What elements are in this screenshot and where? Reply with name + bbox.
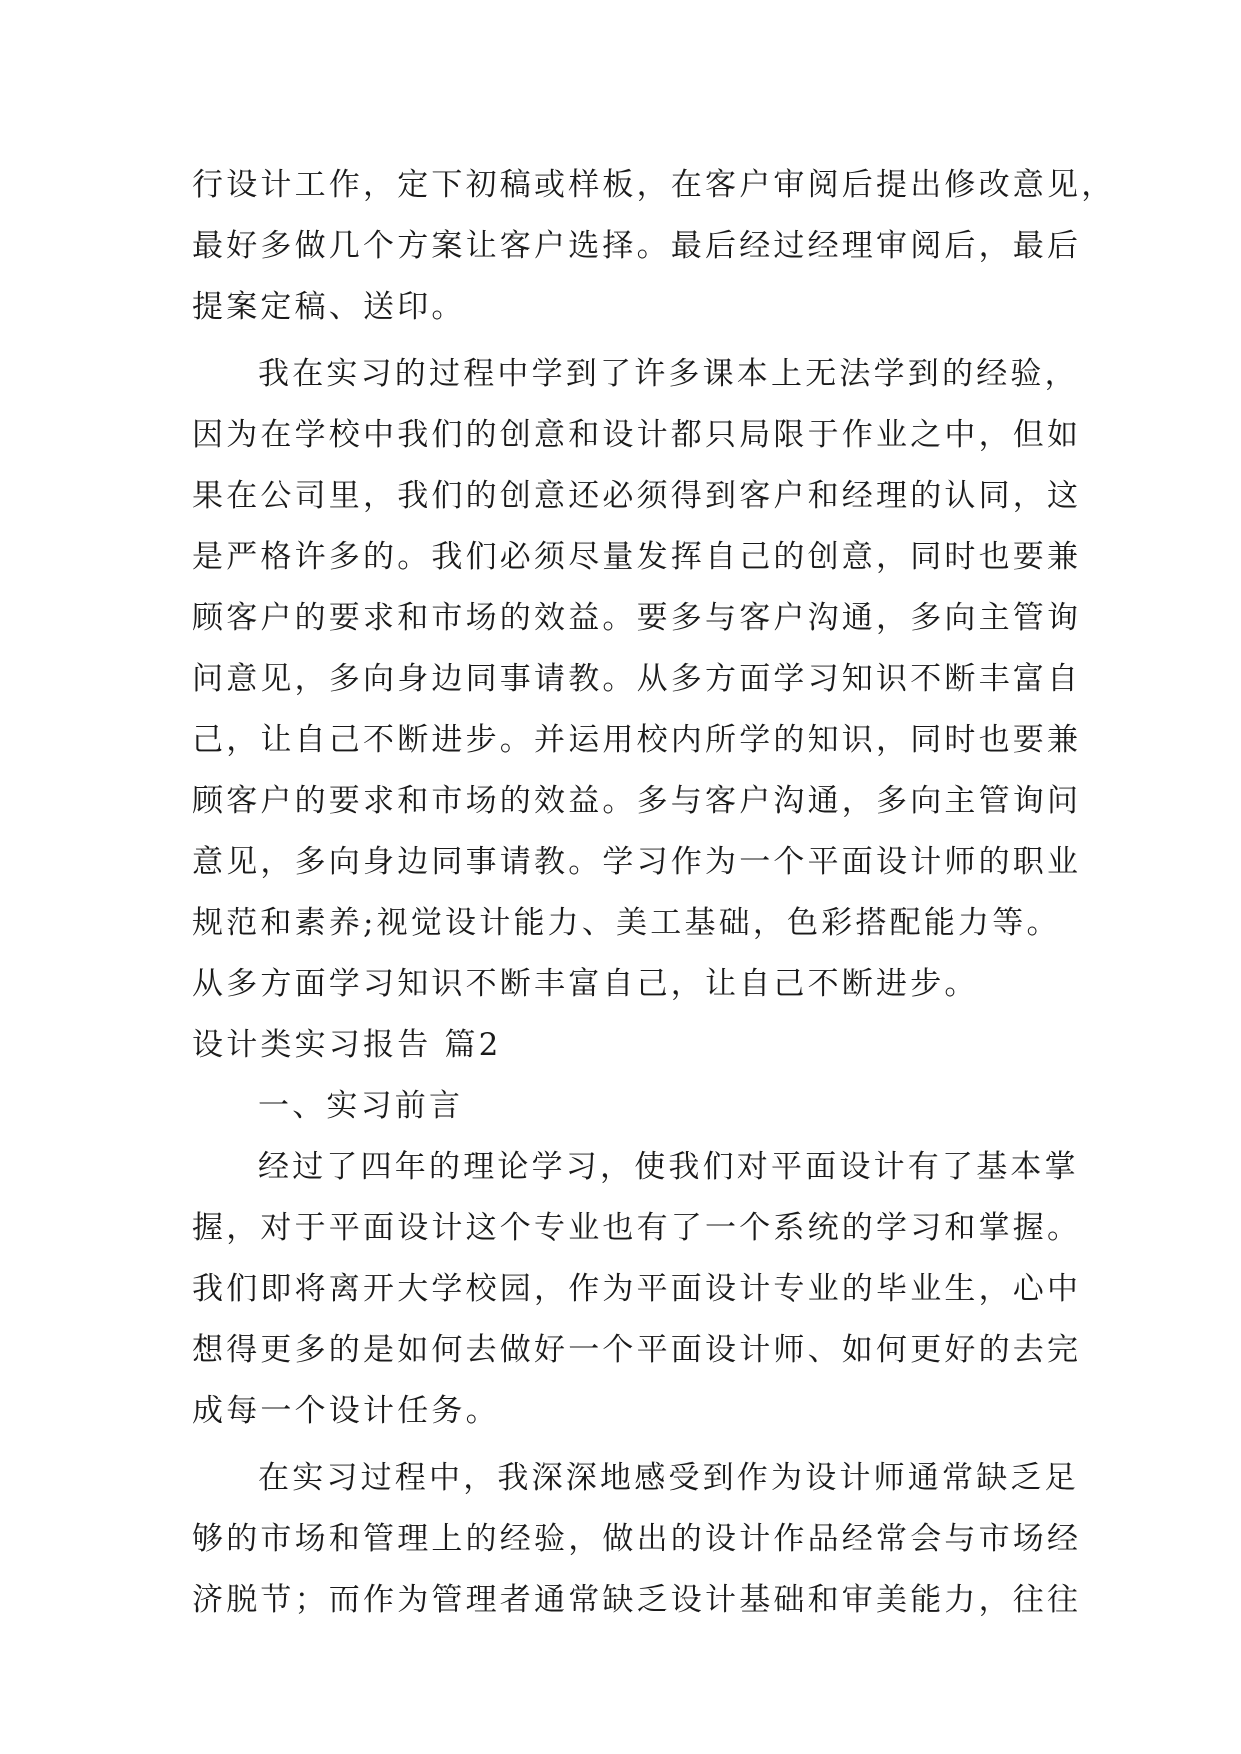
text-line: 我们即将离开大学校园，作为平面设计专业的毕业生，心中 <box>192 1271 1082 1307</box>
document-body <box>192 155 1116 1631</box>
text-line: 在实习过程中，我深深地感受到作为设计师通常缺乏足 <box>258 1460 1079 1496</box>
text-line: 成每一个设计任务。 <box>192 1393 500 1429</box>
text-line: 因为在学校中我们的创意和设计都只局限于作业之中，但如 <box>192 417 1082 453</box>
text-line: 顾客户的要求和市场的效益。要多与客户沟通，多向主管询 <box>192 600 1082 636</box>
text-line: 己，让自己不断进步。并运用校内所学的知识，同时也要兼 <box>192 722 1082 758</box>
text-line: 提案定稿、送印。 <box>192 289 466 325</box>
text-line: 够的市场和管理上的经验，做出的设计作品经常会与市场经 <box>192 1521 1082 1557</box>
text-line: 最好多做几个方案让客户选择。最后经过经理审阅后，最后 <box>192 228 1082 264</box>
text-line: 果在公司里，我们的创意还必须得到客户和经理的认同，这 <box>192 478 1082 514</box>
text-line: 意见，多向身边同事请教。学习作为一个平面设计师的职业 <box>192 844 1082 880</box>
text-line: 顾客户的要求和市场的效益。多与客户沟通，多向主管询问 <box>192 783 1082 819</box>
paragraph-continued <box>192 155 1116 338</box>
paragraph-process <box>192 1448 1082 1631</box>
text-line: 问意见，多向身边同事请教。从多方面学习知识不断丰富自 <box>192 661 1082 697</box>
section-title: 设计类实习报告 篇2 <box>192 1027 502 1063</box>
paragraph-internship-experience <box>192 344 1082 1015</box>
text-line: 握，对于平面设计这个专业也有了一个系统的学习和掌握。 <box>192 1210 1082 1246</box>
subheading: 一、实习前言 <box>258 1088 464 1124</box>
text-line: 行设计工作，定下初稿或样板，在客户审阅后提出修改意见， <box>192 167 1116 203</box>
text-line: 经过了四年的理论学习，使我们对平面设计有了基本掌 <box>258 1149 1079 1185</box>
text-line: 想得更多的是如何去做好一个平面设计师、如何更好的去完 <box>192 1332 1082 1368</box>
text-line: 是严格许多的。我们必须尽量发挥自己的创意，同时也要兼 <box>192 539 1082 575</box>
text-line: 济脱节；而作为管理者通常缺乏设计基础和审美能力，往往 <box>192 1582 1082 1618</box>
text-line: 我在实习的过程中学到了许多课本上无法学到的经验， <box>258 356 1079 392</box>
paragraph-preface <box>192 1137 1082 1442</box>
text-line: 从多方面学习知识不断丰富自己，让自己不断进步。 <box>192 966 979 1002</box>
text-line: 规范和素养;视觉设计能力、美工基础，色彩搭配能力等。 <box>192 905 1061 941</box>
